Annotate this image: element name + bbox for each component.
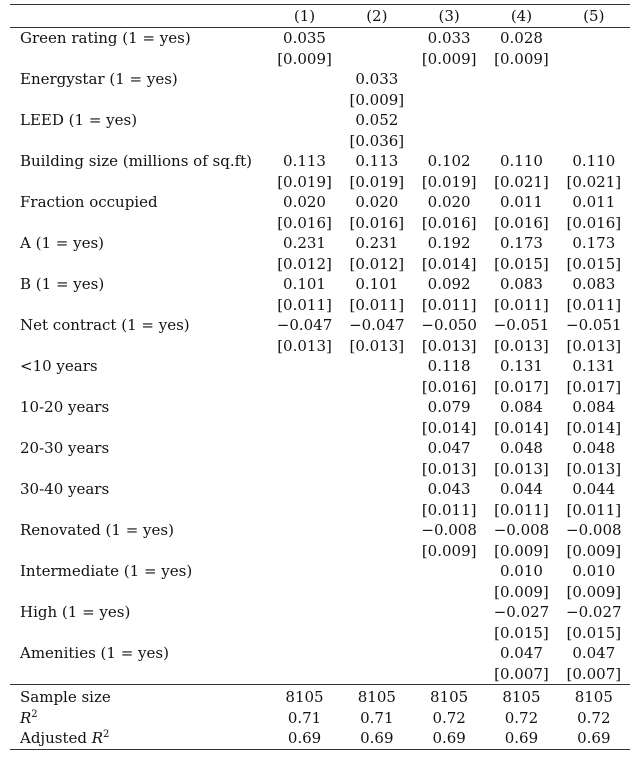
row-label-empty (10, 541, 268, 562)
standard-error-cell: [0.012] (277, 254, 332, 273)
footer-label: Sample size (10, 685, 268, 708)
standard-error-cell (341, 582, 413, 603)
standard-error-cell (341, 377, 413, 398)
row-label-empty (10, 500, 268, 521)
coefficient-cell: 0.044 (499, 480, 543, 498)
row-label-empty (10, 213, 268, 234)
standard-error-cell: [0.014] (494, 418, 549, 437)
footer-value: 0.69 (268, 728, 340, 749)
standard-error-cell: [0.009] (421, 49, 477, 68)
coefficient-cell: 0.084 (499, 398, 543, 416)
standard-error-cell (413, 623, 485, 644)
standard-error-cell: [0.019] (349, 172, 405, 191)
footer-value: 0.69 (558, 728, 630, 749)
row-label-empty (10, 172, 268, 193)
coefficient-cell: 0.010 (572, 562, 616, 580)
table-row (10, 643, 630, 664)
standard-error-cell: [0.017] (566, 377, 622, 396)
row-label: A (1 = yes) (20, 234, 105, 252)
coefficient-cell: 0.173 (499, 234, 543, 252)
coefficient-cell (341, 397, 413, 418)
table-row-se (10, 582, 630, 603)
coefficient-cell: −0.027 (566, 603, 622, 621)
footer-value: 0.69 (413, 728, 485, 749)
row-label-empty (10, 418, 268, 439)
standard-error-cell: [0.036] (349, 131, 405, 150)
standard-error-cell: [0.011] (421, 295, 477, 314)
header-row (10, 5, 630, 28)
header-label-cell (10, 5, 268, 28)
row-label-empty (10, 295, 268, 316)
standard-error-cell (268, 90, 340, 111)
coefficient-cell: 0.101 (283, 275, 326, 293)
coefficient-cell: 0.047 (499, 644, 543, 662)
standard-error-cell (268, 623, 340, 644)
coefficient-cell: 0.110 (499, 152, 543, 170)
standard-error-cell (413, 131, 485, 152)
coefficient-cell (413, 602, 485, 623)
row-label: B (1 = yes) (20, 275, 105, 293)
standard-error-cell (268, 377, 340, 398)
coefficient-cell: 0.079 (427, 398, 471, 416)
standard-error-cell: [0.013] (277, 336, 332, 355)
coefficient-cell (268, 397, 340, 418)
coefficient-cell (341, 356, 413, 377)
standard-error-cell: [0.007] (494, 664, 549, 683)
coefficient-cell: 0.173 (572, 234, 616, 252)
footer-label (10, 708, 268, 729)
coefficient-cell: 0.231 (283, 234, 326, 252)
standard-error-cell: [0.016] (494, 213, 549, 232)
coefficient-cell (341, 643, 413, 664)
coefficient-cell (268, 438, 340, 459)
footer-value: 8105 (485, 685, 557, 708)
column-header: (4) (485, 5, 557, 28)
table-row-se (10, 500, 630, 521)
table-row-se (10, 90, 630, 111)
coefficient-cell: 0.011 (572, 193, 616, 211)
standard-error-cell (341, 49, 413, 70)
table-body (10, 28, 630, 750)
coefficient-cell: −0.027 (493, 603, 550, 621)
table-row (10, 28, 630, 49)
standard-error-cell (485, 131, 557, 152)
coefficient-cell: 0.011 (499, 193, 543, 211)
table-row (10, 520, 630, 541)
standard-error-cell: [0.013] (421, 459, 477, 478)
standard-error-cell: [0.016] (277, 213, 332, 232)
standard-error-cell: [0.013] (421, 336, 477, 355)
table-row-se (10, 213, 630, 234)
standard-error-cell: [0.016] (349, 213, 405, 232)
standard-error-cell: [0.016] (421, 213, 477, 232)
coefficient-cell: 0.048 (499, 439, 543, 457)
row-label: High (1 = yes) (20, 603, 131, 621)
coefficient-cell: 0.047 (572, 644, 616, 662)
table-row (10, 192, 630, 213)
coefficient-cell (341, 28, 413, 49)
standard-error-cell: [0.014] (421, 418, 477, 437)
standard-error-cell: [0.011] (349, 295, 405, 314)
row-label-empty (10, 582, 268, 603)
coefficient-cell: 0.044 (572, 480, 616, 498)
coefficient-cell: −0.008 (421, 521, 477, 539)
footer-label (10, 728, 268, 749)
standard-error-cell: [0.009] (494, 582, 549, 601)
row-label: Net contract (1 = yes) (20, 316, 190, 334)
column-header: (5) (558, 5, 630, 28)
standard-error-cell (341, 664, 413, 685)
row-label-empty (10, 49, 268, 70)
standard-error-cell: [0.013] (494, 336, 549, 355)
coefficient-cell: 0.020 (283, 193, 326, 211)
table-row-se (10, 49, 630, 70)
coefficient-cell (341, 602, 413, 623)
footer-label-superscript: 2 (31, 708, 38, 720)
standard-error-cell: [0.016] (566, 213, 622, 232)
table-row-se (10, 377, 630, 398)
standard-error-cell (268, 459, 340, 480)
standard-error-cell (341, 500, 413, 521)
standard-error-cell: [0.011] (494, 500, 549, 519)
footer-row (10, 685, 630, 708)
standard-error-cell: [0.012] (349, 254, 405, 273)
row-label: Building size (millions of sq.ft) (20, 152, 253, 170)
table-row-se (10, 664, 630, 685)
coefficient-cell: 0.047 (427, 439, 471, 457)
standard-error-cell: [0.009] (566, 582, 622, 601)
table-row (10, 397, 630, 418)
coefficient-cell (341, 561, 413, 582)
footer-value: 0.69 (341, 728, 413, 749)
table-row (10, 356, 630, 377)
coefficient-cell (485, 69, 557, 90)
row-label: 20-30 years (20, 439, 110, 457)
row-label-empty (10, 664, 268, 685)
table-row-se (10, 459, 630, 480)
coefficient-cell: 0.118 (427, 357, 471, 375)
standard-error-cell: [0.011] (494, 295, 549, 314)
standard-error-cell (558, 49, 630, 70)
coefficient-cell (268, 643, 340, 664)
coefficient-cell (558, 28, 630, 49)
table-row (10, 151, 630, 172)
standard-error-cell: [0.021] (566, 172, 622, 191)
coefficient-cell: 0.033 (427, 29, 471, 47)
row-label-empty (10, 336, 268, 357)
standard-error-cell: [0.016] (421, 377, 477, 396)
row-label: 30-40 years (20, 480, 110, 498)
footer-value: 0.71 (287, 708, 322, 727)
table-row-se (10, 418, 630, 439)
row-label: Fraction occupied (20, 193, 158, 211)
standard-error-cell: [0.013] (349, 336, 405, 355)
row-label-empty (10, 623, 268, 644)
standard-error-cell: [0.013] (566, 459, 622, 478)
coefficient-cell: −0.051 (493, 316, 550, 334)
coefficient-cell: 0.052 (355, 111, 399, 129)
table-row-se (10, 336, 630, 357)
row-label: <10 years (20, 357, 98, 375)
table-row (10, 602, 630, 623)
coefficient-cell: 0.110 (572, 152, 616, 170)
coefficient-cell: 0.131 (572, 357, 616, 375)
coefficient-cell (341, 479, 413, 500)
table-row-se (10, 131, 630, 152)
footer-label-superscript: 2 (103, 729, 110, 740)
standard-error-cell: [0.011] (421, 500, 477, 519)
coefficient-cell: 0.084 (572, 398, 616, 416)
coefficient-cell (341, 438, 413, 459)
row-label: Energystar (1 = yes) (20, 70, 178, 88)
footer-value: 0.69 (485, 728, 557, 749)
footer-label-prefix: Adjusted (20, 729, 92, 747)
row-label: 10-20 years (20, 398, 110, 416)
footer-value: 8105 (341, 685, 413, 708)
standard-error-cell (268, 418, 340, 439)
table-row-se (10, 295, 630, 316)
standard-error-cell (413, 90, 485, 111)
coefficient-cell: 0.010 (499, 562, 543, 580)
standard-error-cell: [0.009] (494, 541, 549, 560)
table-row-se (10, 172, 630, 193)
footer-row (10, 728, 630, 749)
standard-error-cell (558, 131, 630, 152)
footer-value: 0.72 (504, 708, 539, 727)
standard-error-cell: [0.011] (277, 295, 332, 314)
footer-label-symbol: R (91, 729, 104, 747)
coefficient-cell: 0.035 (283, 29, 326, 47)
column-header: (2) (341, 5, 413, 28)
standard-error-cell (268, 541, 340, 562)
coefficient-cell: 0.028 (499, 29, 543, 47)
row-label-empty (10, 377, 268, 398)
coefficient-cell (268, 561, 340, 582)
standard-error-cell: [0.015] (566, 623, 622, 642)
coefficient-cell: 0.020 (355, 193, 399, 211)
row-label: Renovated (1 = yes) (20, 521, 174, 539)
standard-error-cell (413, 664, 485, 685)
coefficient-cell (268, 356, 340, 377)
row-label: Amenities (1 = yes) (20, 644, 169, 662)
coefficient-cell: 0.101 (355, 275, 399, 293)
column-header: (3) (413, 5, 485, 28)
coefficient-cell (558, 110, 630, 131)
standard-error-cell: [0.009] (494, 49, 549, 68)
coefficient-cell: 0.048 (572, 439, 616, 457)
coefficient-cell (268, 520, 340, 541)
coefficient-cell: 0.092 (427, 275, 471, 293)
row-label: Green rating (1 = yes) (20, 29, 191, 47)
standard-error-cell: [0.007] (566, 664, 622, 683)
coefficient-cell (413, 561, 485, 582)
standard-error-cell: [0.009] (566, 541, 622, 560)
coefficient-cell: 0.102 (427, 152, 471, 170)
coefficient-cell: −0.008 (493, 521, 550, 539)
coefficient-cell (413, 110, 485, 131)
standard-error-cell (341, 623, 413, 644)
standard-error-cell: [0.015] (566, 254, 622, 273)
table-row (10, 438, 630, 459)
standard-error-cell: [0.013] (494, 459, 549, 478)
row-label-empty (10, 131, 268, 152)
table-row-se (10, 541, 630, 562)
standard-error-cell: [0.019] (421, 172, 477, 191)
standard-error-cell (341, 418, 413, 439)
standard-error-cell: [0.021] (494, 172, 549, 191)
table-row (10, 233, 630, 254)
table-row (10, 315, 630, 336)
table-row (10, 274, 630, 295)
coefficient-cell: 0.192 (427, 234, 471, 252)
coefficient-cell: 0.033 (355, 70, 399, 88)
coefficient-cell: 0.113 (283, 152, 326, 170)
coefficient-cell: −0.008 (566, 521, 622, 539)
table-row (10, 69, 630, 90)
row-label-empty (10, 254, 268, 275)
footer-row (10, 708, 630, 729)
table-row (10, 110, 630, 131)
table-row-se (10, 254, 630, 275)
table-row (10, 479, 630, 500)
standard-error-cell: [0.014] (566, 418, 622, 437)
coefficient-cell (268, 110, 340, 131)
coefficient-cell (558, 69, 630, 90)
standard-error-cell (268, 500, 340, 521)
coefficient-cell: −0.050 (421, 316, 477, 334)
standard-error-cell: [0.017] (494, 377, 549, 396)
row-label: Intermediate (1 = yes) (20, 562, 193, 580)
coefficient-cell: 0.131 (499, 357, 543, 375)
standard-error-cell (558, 90, 630, 111)
coefficient-cell (268, 69, 340, 90)
footer-value: 8105 (413, 685, 485, 708)
row-label-empty (10, 90, 268, 111)
footer-value: 8105 (558, 685, 630, 708)
footer-value: 0.71 (360, 708, 394, 727)
standard-error-cell: [0.013] (566, 336, 622, 355)
coefficient-cell: 0.083 (499, 275, 543, 293)
coefficient-cell (413, 643, 485, 664)
coefficient-cell: −0.051 (566, 316, 622, 334)
standard-error-cell: [0.009] (421, 541, 477, 560)
row-label-empty (10, 459, 268, 480)
standard-error-cell (268, 131, 340, 152)
coefficient-cell: 0.083 (572, 275, 616, 293)
coefficient-cell (268, 479, 340, 500)
standard-error-cell: [0.009] (277, 49, 332, 68)
standard-error-cell (341, 459, 413, 480)
table-row-se (10, 623, 630, 644)
regression-table (10, 4, 630, 750)
standard-error-cell (268, 664, 340, 685)
coefficient-cell: 0.020 (427, 193, 471, 211)
footer-label-symbol: R (20, 708, 32, 727)
standard-error-cell: [0.015] (494, 254, 549, 273)
coefficient-cell: −0.047 (349, 316, 405, 334)
standard-error-cell: [0.011] (566, 295, 622, 314)
standard-error-cell (268, 582, 340, 603)
coefficient-cell (341, 520, 413, 541)
footer-value: 0.72 (432, 708, 466, 727)
coefficient-cell: −0.047 (276, 316, 333, 334)
standard-error-cell: [0.009] (349, 90, 405, 109)
footer-value: 8105 (268, 685, 340, 708)
footer-value: 0.72 (577, 708, 611, 727)
coefficient-cell (485, 110, 557, 131)
standard-error-cell (485, 90, 557, 111)
standard-error-cell (341, 541, 413, 562)
table-row (10, 561, 630, 582)
coefficient-cell (413, 69, 485, 90)
standard-error-cell: [0.011] (566, 500, 622, 519)
coefficient-cell (268, 602, 340, 623)
standard-error-cell (413, 582, 485, 603)
standard-error-cell: [0.014] (421, 254, 477, 273)
row-label: LEED (1 = yes) (20, 111, 138, 129)
coefficient-cell: 0.043 (427, 480, 471, 498)
standard-error-cell: [0.019] (277, 172, 332, 191)
coefficient-cell: 0.113 (355, 152, 399, 170)
standard-error-cell: [0.015] (494, 623, 549, 642)
column-header: (1) (268, 5, 340, 28)
coefficient-cell: 0.231 (355, 234, 399, 252)
